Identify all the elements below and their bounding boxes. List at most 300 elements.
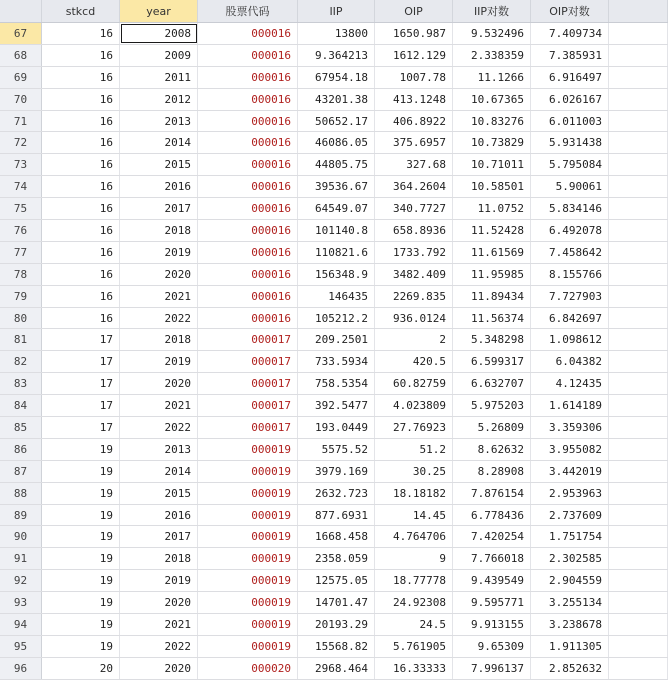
table-cell[interactable]: 7.727903 — [531, 286, 609, 307]
table-cell[interactable]: 2018 — [120, 329, 198, 350]
table-cell[interactable]: 327.68 — [375, 154, 453, 175]
table-cell[interactable]: 4.764706 — [375, 526, 453, 547]
table-cell[interactable]: 4.023809 — [375, 395, 453, 416]
table-cell[interactable]: 2.953963 — [531, 483, 609, 504]
table-cell[interactable]: 2015 — [120, 154, 198, 175]
table-cell[interactable]: 10.58501 — [453, 176, 531, 197]
table-cell[interactable]: 10.71011 — [453, 154, 531, 175]
table-cell[interactable]: 16 — [42, 45, 120, 66]
empty-cell[interactable] — [609, 658, 668, 679]
empty-cell[interactable] — [609, 351, 668, 372]
table-cell[interactable]: 936.0124 — [375, 308, 453, 329]
table-cell[interactable]: 2358.059 — [298, 548, 375, 569]
table-cell[interactable]: 11.0752 — [453, 198, 531, 219]
table-cell[interactable]: 10.73829 — [453, 132, 531, 153]
table-row[interactable] — [0, 111, 668, 133]
table-cell[interactable]: 6.011003 — [531, 111, 609, 132]
table-cell[interactable]: 2632.723 — [298, 483, 375, 504]
table-cell[interactable]: 000016 — [198, 67, 298, 88]
table-cell[interactable]: 10.67365 — [453, 89, 531, 110]
table-cell[interactable]: 000016 — [198, 308, 298, 329]
row-number[interactable]: 68 — [0, 45, 42, 66]
table-cell[interactable]: 110821.6 — [298, 242, 375, 263]
table-row[interactable] — [0, 548, 668, 570]
table-cell[interactable]: 2019 — [120, 242, 198, 263]
table-cell[interactable]: 000016 — [198, 264, 298, 285]
table-cell[interactable]: 19 — [42, 439, 120, 460]
table-cell[interactable]: 1.751754 — [531, 526, 609, 547]
table-cell[interactable]: 000019 — [198, 526, 298, 547]
table-cell[interactable]: 000019 — [198, 439, 298, 460]
table-cell[interactable]: 000019 — [198, 636, 298, 657]
table-cell[interactable]: 16 — [42, 220, 120, 241]
empty-cell[interactable] — [609, 220, 668, 241]
table-cell[interactable]: 16 — [42, 89, 120, 110]
table-row[interactable] — [0, 461, 668, 483]
table-cell[interactable]: 2020 — [120, 658, 198, 679]
table-cell[interactable]: 5.975203 — [453, 395, 531, 416]
row-number[interactable]: 89 — [0, 505, 42, 526]
empty-cell[interactable] — [609, 176, 668, 197]
table-row[interactable] — [0, 220, 668, 242]
table-cell[interactable]: 16 — [42, 67, 120, 88]
table-cell[interactable]: 64549.07 — [298, 198, 375, 219]
empty-cell[interactable] — [609, 154, 668, 175]
table-cell[interactable]: 16 — [42, 242, 120, 263]
table-row[interactable] — [0, 373, 668, 395]
table-cell[interactable]: 19 — [42, 548, 120, 569]
table-cell[interactable]: 20 — [42, 658, 120, 679]
table-cell[interactable]: 17 — [42, 373, 120, 394]
table-row[interactable] — [0, 483, 668, 505]
row-number[interactable]: 93 — [0, 592, 42, 613]
table-cell[interactable]: 2011 — [120, 67, 198, 88]
table-cell[interactable]: 1.911305 — [531, 636, 609, 657]
empty-cell[interactable] — [609, 548, 668, 569]
table-cell[interactable]: 24.92308 — [375, 592, 453, 613]
row-number[interactable]: 83 — [0, 373, 42, 394]
table-row[interactable] — [0, 264, 668, 286]
table-cell[interactable]: 6.632707 — [453, 373, 531, 394]
row-number[interactable]: 78 — [0, 264, 42, 285]
row-number[interactable]: 90 — [0, 526, 42, 547]
table-cell[interactable]: 20193.29 — [298, 614, 375, 635]
table-cell[interactable]: 000020 — [198, 658, 298, 679]
table-row[interactable] — [0, 505, 668, 527]
table-cell[interactable]: 3482.409 — [375, 264, 453, 285]
table-row[interactable] — [0, 176, 668, 198]
table-cell[interactable]: 375.6957 — [375, 132, 453, 153]
table-cell[interactable]: 6.04382 — [531, 351, 609, 372]
row-number[interactable]: 70 — [0, 89, 42, 110]
table-cell[interactable]: 000019 — [198, 461, 298, 482]
table-cell[interactable]: 2021 — [120, 395, 198, 416]
table-cell[interactable]: 24.5 — [375, 614, 453, 635]
table-cell[interactable]: 2016 — [120, 505, 198, 526]
empty-cell[interactable] — [609, 286, 668, 307]
table-cell[interactable]: 2 — [375, 329, 453, 350]
table-cell[interactable]: 406.8922 — [375, 111, 453, 132]
table-cell[interactable]: 2018 — [120, 220, 198, 241]
table-row[interactable] — [0, 351, 668, 373]
table-row[interactable] — [0, 439, 668, 461]
table-cell[interactable]: 5.761905 — [375, 636, 453, 657]
row-number[interactable]: 87 — [0, 461, 42, 482]
table-cell[interactable]: 8.28908 — [453, 461, 531, 482]
table-cell[interactable]: 1650.987 — [375, 23, 453, 44]
table-cell[interactable]: 18.77778 — [375, 570, 453, 591]
empty-cell[interactable] — [609, 23, 668, 44]
empty-cell[interactable] — [609, 592, 668, 613]
column-header-empty[interactable] — [609, 0, 668, 22]
table-cell[interactable]: 000016 — [198, 176, 298, 197]
row-number[interactable]: 91 — [0, 548, 42, 569]
empty-cell[interactable] — [609, 308, 668, 329]
empty-cell[interactable] — [609, 67, 668, 88]
table-cell[interactable]: 5.795084 — [531, 154, 609, 175]
table-cell[interactable]: 3.442019 — [531, 461, 609, 482]
row-number[interactable]: 67 — [0, 23, 42, 44]
empty-cell[interactable] — [609, 614, 668, 635]
empty-cell[interactable] — [609, 439, 668, 460]
table-cell[interactable]: 877.6931 — [298, 505, 375, 526]
column-header-iip[interactable]: IIP — [298, 0, 375, 22]
table-cell[interactable]: 17 — [42, 417, 120, 438]
table-cell[interactable]: 9.65309 — [453, 636, 531, 657]
table-cell[interactable]: 2017 — [120, 198, 198, 219]
table-cell[interactable]: 1007.78 — [375, 67, 453, 88]
table-cell[interactable]: 000016 — [198, 111, 298, 132]
table-row[interactable] — [0, 417, 668, 439]
table-cell[interactable]: 2016 — [120, 176, 198, 197]
table-row[interactable] — [0, 198, 668, 220]
table-cell[interactable]: 67954.18 — [298, 67, 375, 88]
table-cell[interactable]: 50652.17 — [298, 111, 375, 132]
table-cell[interactable]: 000019 — [198, 548, 298, 569]
row-number[interactable]: 77 — [0, 242, 42, 263]
row-number[interactable]: 72 — [0, 132, 42, 153]
table-cell[interactable]: 2019 — [120, 351, 198, 372]
empty-cell[interactable] — [609, 395, 668, 416]
table-cell[interactable]: 5.931438 — [531, 132, 609, 153]
table-cell[interactable]: 3.359306 — [531, 417, 609, 438]
table-cell[interactable]: 19 — [42, 526, 120, 547]
empty-cell[interactable] — [609, 417, 668, 438]
table-cell[interactable]: 9.595771 — [453, 592, 531, 613]
table-cell[interactable]: 758.5354 — [298, 373, 375, 394]
table-cell[interactable]: 2020 — [120, 264, 198, 285]
table-cell[interactable]: 2269.835 — [375, 286, 453, 307]
table-row[interactable] — [0, 45, 668, 67]
table-cell[interactable]: 2017 — [120, 526, 198, 547]
table-cell[interactable]: 3.255134 — [531, 592, 609, 613]
table-cell[interactable]: 2019 — [120, 570, 198, 591]
table-cell[interactable]: 2.302585 — [531, 548, 609, 569]
table-cell[interactable]: 9.913155 — [453, 614, 531, 635]
row-number[interactable]: 80 — [0, 308, 42, 329]
row-number[interactable]: 84 — [0, 395, 42, 416]
table-row[interactable] — [0, 329, 668, 351]
table-cell[interactable]: 156348.9 — [298, 264, 375, 285]
table-row[interactable] — [0, 614, 668, 636]
table-cell[interactable]: 39536.67 — [298, 176, 375, 197]
row-number[interactable]: 86 — [0, 439, 42, 460]
table-cell[interactable]: 16 — [42, 154, 120, 175]
table-cell[interactable]: 8.62632 — [453, 439, 531, 460]
table-cell[interactable]: 000016 — [198, 89, 298, 110]
table-cell[interactable]: 2008 — [120, 23, 198, 44]
table-cell[interactable]: 6.599317 — [453, 351, 531, 372]
table-cell[interactable]: 44805.75 — [298, 154, 375, 175]
table-cell[interactable]: 2021 — [120, 614, 198, 635]
table-cell[interactable]: 7.409734 — [531, 23, 609, 44]
table-cell[interactable]: 2014 — [120, 132, 198, 153]
table-cell[interactable]: 11.61569 — [453, 242, 531, 263]
table-cell[interactable]: 19 — [42, 505, 120, 526]
table-cell[interactable]: 13800 — [298, 23, 375, 44]
table-cell[interactable]: 364.2604 — [375, 176, 453, 197]
table-cell[interactable]: 27.76923 — [375, 417, 453, 438]
table-cell[interactable]: 1612.129 — [375, 45, 453, 66]
table-cell[interactable]: 9 — [375, 548, 453, 569]
table-cell[interactable]: 7.766018 — [453, 548, 531, 569]
table-cell[interactable]: 2968.464 — [298, 658, 375, 679]
table-row[interactable] — [0, 592, 668, 614]
table-cell[interactable]: 4.12435 — [531, 373, 609, 394]
table-cell[interactable]: 2018 — [120, 548, 198, 569]
table-row[interactable] — [0, 242, 668, 264]
table-cell[interactable]: 7.420254 — [453, 526, 531, 547]
table-cell[interactable]: 2.852632 — [531, 658, 609, 679]
row-number[interactable]: 88 — [0, 483, 42, 504]
table-cell[interactable]: 000017 — [198, 373, 298, 394]
row-number[interactable]: 75 — [0, 198, 42, 219]
table-cell[interactable]: 2.338359 — [453, 45, 531, 66]
table-cell[interactable]: 1.098612 — [531, 329, 609, 350]
table-cell[interactable]: 46086.05 — [298, 132, 375, 153]
table-cell[interactable]: 2014 — [120, 461, 198, 482]
table-row[interactable] — [0, 308, 668, 330]
table-cell[interactable]: 3979.169 — [298, 461, 375, 482]
table-cell[interactable]: 5.90061 — [531, 176, 609, 197]
table-cell[interactable]: 000019 — [198, 505, 298, 526]
table-cell[interactable]: 16 — [42, 264, 120, 285]
row-number[interactable]: 85 — [0, 417, 42, 438]
table-cell[interactable]: 6.916497 — [531, 67, 609, 88]
empty-cell[interactable] — [609, 132, 668, 153]
table-cell[interactable]: 000017 — [198, 351, 298, 372]
table-cell[interactable]: 8.155766 — [531, 264, 609, 285]
empty-cell[interactable] — [609, 483, 668, 504]
table-cell[interactable]: 733.5934 — [298, 351, 375, 372]
table-cell[interactable]: 2022 — [120, 308, 198, 329]
table-cell[interactable]: 2021 — [120, 286, 198, 307]
row-number[interactable]: 71 — [0, 111, 42, 132]
table-cell[interactable]: 000019 — [198, 592, 298, 613]
table-row[interactable] — [0, 67, 668, 89]
table-cell[interactable]: 2013 — [120, 111, 198, 132]
table-row[interactable] — [0, 286, 668, 308]
table-cell[interactable]: 7.458642 — [531, 242, 609, 263]
table-cell[interactable]: 17 — [42, 329, 120, 350]
empty-cell[interactable] — [609, 111, 668, 132]
table-cell[interactable]: 11.52428 — [453, 220, 531, 241]
table-cell[interactable]: 16 — [42, 286, 120, 307]
table-cell[interactable]: 19 — [42, 483, 120, 504]
empty-cell[interactable] — [609, 461, 668, 482]
column-header-iip-log[interactable]: IIP对数 — [453, 0, 531, 22]
table-cell[interactable]: 2.904559 — [531, 570, 609, 591]
table-row[interactable] — [0, 570, 668, 592]
table-cell[interactable]: 9.364213 — [298, 45, 375, 66]
table-cell[interactable]: 2022 — [120, 417, 198, 438]
column-header-year[interactable]: year — [120, 0, 198, 22]
row-number[interactable]: 96 — [0, 658, 42, 679]
row-number[interactable]: 69 — [0, 67, 42, 88]
table-cell[interactable]: 000016 — [198, 242, 298, 263]
table-cell[interactable]: 2013 — [120, 439, 198, 460]
row-number[interactable]: 82 — [0, 351, 42, 372]
table-row[interactable] — [0, 23, 668, 45]
empty-cell[interactable] — [609, 636, 668, 657]
empty-cell[interactable] — [609, 526, 668, 547]
empty-cell[interactable] — [609, 45, 668, 66]
table-cell[interactable]: 2012 — [120, 89, 198, 110]
column-header-oip[interactable]: OIP — [375, 0, 453, 22]
table-cell[interactable]: 000016 — [198, 132, 298, 153]
table-row[interactable] — [0, 395, 668, 417]
table-cell[interactable]: 11.95985 — [453, 264, 531, 285]
table-cell[interactable]: 5.834146 — [531, 198, 609, 219]
empty-cell[interactable] — [609, 242, 668, 263]
empty-cell[interactable] — [609, 89, 668, 110]
table-cell[interactable]: 2020 — [120, 373, 198, 394]
table-cell[interactable]: 101140.8 — [298, 220, 375, 241]
row-number[interactable]: 74 — [0, 176, 42, 197]
table-cell[interactable]: 658.8936 — [375, 220, 453, 241]
table-cell[interactable]: 2015 — [120, 483, 198, 504]
table-cell[interactable]: 7.385931 — [531, 45, 609, 66]
row-number-header[interactable] — [0, 0, 42, 22]
table-cell[interactable]: 51.2 — [375, 439, 453, 460]
table-cell[interactable]: 000019 — [198, 614, 298, 635]
table-cell[interactable]: 340.7727 — [375, 198, 453, 219]
table-cell[interactable]: 1668.458 — [298, 526, 375, 547]
table-cell[interactable]: 413.1248 — [375, 89, 453, 110]
table-cell[interactable]: 16.33333 — [375, 658, 453, 679]
table-cell[interactable]: 7.876154 — [453, 483, 531, 504]
table-cell[interactable]: 9.439549 — [453, 570, 531, 591]
table-cell[interactable]: 2.737609 — [531, 505, 609, 526]
table-cell[interactable]: 5.348298 — [453, 329, 531, 350]
table-cell[interactable]: 16 — [42, 198, 120, 219]
table-cell[interactable]: 43201.38 — [298, 89, 375, 110]
table-cell[interactable]: 193.0449 — [298, 417, 375, 438]
empty-cell[interactable] — [609, 329, 668, 350]
row-number[interactable]: 79 — [0, 286, 42, 307]
table-cell[interactable]: 3.955082 — [531, 439, 609, 460]
table-row[interactable] — [0, 132, 668, 154]
table-cell[interactable]: 30.25 — [375, 461, 453, 482]
table-cell[interactable]: 146435 — [298, 286, 375, 307]
table-cell[interactable]: 000019 — [198, 570, 298, 591]
empty-cell[interactable] — [609, 198, 668, 219]
table-cell[interactable]: 000016 — [198, 198, 298, 219]
table-cell[interactable]: 60.82759 — [375, 373, 453, 394]
table-cell[interactable]: 17 — [42, 395, 120, 416]
empty-cell[interactable] — [609, 264, 668, 285]
table-cell[interactable]: 000017 — [198, 395, 298, 416]
table-cell[interactable]: 6.778436 — [453, 505, 531, 526]
table-cell[interactable]: 19 — [42, 592, 120, 613]
row-number[interactable]: 94 — [0, 614, 42, 635]
table-cell[interactable]: 2020 — [120, 592, 198, 613]
table-cell[interactable]: 18.18182 — [375, 483, 453, 504]
table-cell[interactable]: 000016 — [198, 154, 298, 175]
table-cell[interactable]: 12575.05 — [298, 570, 375, 591]
table-row[interactable] — [0, 636, 668, 658]
table-cell[interactable]: 000019 — [198, 483, 298, 504]
table-cell[interactable]: 209.2501 — [298, 329, 375, 350]
table-cell[interactable]: 19 — [42, 570, 120, 591]
table-cell[interactable]: 000016 — [198, 286, 298, 307]
table-cell[interactable]: 392.5477 — [298, 395, 375, 416]
column-header-oip-log[interactable]: OIP对数 — [531, 0, 609, 22]
table-cell[interactable]: 14.45 — [375, 505, 453, 526]
table-cell[interactable]: 15568.82 — [298, 636, 375, 657]
row-number[interactable]: 81 — [0, 329, 42, 350]
table-cell[interactable]: 16 — [42, 111, 120, 132]
table-cell[interactable]: 11.1266 — [453, 67, 531, 88]
table-cell[interactable]: 7.996137 — [453, 658, 531, 679]
table-cell[interactable]: 2022 — [120, 636, 198, 657]
table-cell[interactable]: 1733.792 — [375, 242, 453, 263]
table-cell[interactable]: 000016 — [198, 45, 298, 66]
empty-cell[interactable] — [609, 505, 668, 526]
table-cell[interactable]: 11.89434 — [453, 286, 531, 307]
table-cell[interactable]: 2009 — [120, 45, 198, 66]
table-cell[interactable]: 16 — [42, 23, 120, 44]
row-number[interactable]: 76 — [0, 220, 42, 241]
table-row[interactable] — [0, 154, 668, 176]
table-cell[interactable]: 5575.52 — [298, 439, 375, 460]
table-cell[interactable]: 17 — [42, 351, 120, 372]
table-cell[interactable]: 19 — [42, 614, 120, 635]
table-cell[interactable]: 16 — [42, 132, 120, 153]
table-cell[interactable]: 000016 — [198, 23, 298, 44]
table-cell[interactable]: 1.614189 — [531, 395, 609, 416]
column-header-stock-code[interactable]: 股票代码 — [198, 0, 298, 22]
table-cell[interactable]: 6.026167 — [531, 89, 609, 110]
table-cell[interactable]: 000016 — [198, 220, 298, 241]
column-header-stkcd[interactable]: stkcd — [42, 0, 120, 22]
table-cell[interactable]: 105212.2 — [298, 308, 375, 329]
table-cell[interactable]: 000017 — [198, 417, 298, 438]
table-cell[interactable]: 10.83276 — [453, 111, 531, 132]
row-number[interactable]: 95 — [0, 636, 42, 657]
table-row[interactable] — [0, 658, 668, 680]
table-cell[interactable]: 6.842697 — [531, 308, 609, 329]
table-cell[interactable]: 5.26809 — [453, 417, 531, 438]
table-cell[interactable]: 19 — [42, 636, 120, 657]
row-number[interactable]: 92 — [0, 570, 42, 591]
empty-cell[interactable] — [609, 570, 668, 591]
table-cell[interactable]: 16 — [42, 308, 120, 329]
table-cell[interactable]: 9.532496 — [453, 23, 531, 44]
table-cell[interactable]: 11.56374 — [453, 308, 531, 329]
table-row[interactable] — [0, 89, 668, 111]
table-cell[interactable]: 16 — [42, 176, 120, 197]
